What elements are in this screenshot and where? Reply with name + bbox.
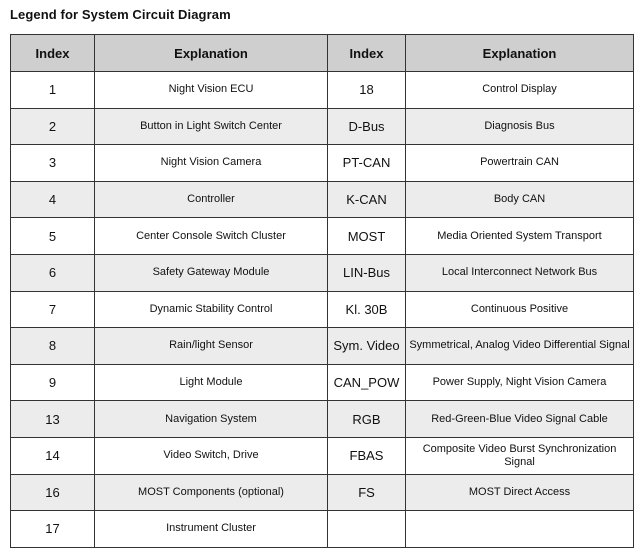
index-cell: 8 <box>11 328 95 365</box>
explanation-2-cell <box>406 511 634 548</box>
explanation-2-cell: Body CAN <box>406 181 634 218</box>
index-2-cell: PT-CAN <box>328 145 406 182</box>
table-row <box>11 474 634 511</box>
explanation-2-cell: Symmetrical, Analog Video Differential Signal <box>406 328 634 365</box>
explanation-cell: Light Module <box>95 364 328 401</box>
legend-body <box>11 72 634 548</box>
index-cell: 4 <box>11 181 95 218</box>
index-2-cell <box>328 511 406 548</box>
explanation-cell: Center Console Switch Cluster <box>95 218 328 255</box>
index-2-cell: MOST <box>328 218 406 255</box>
index-2-cell: FS <box>328 474 406 511</box>
explanation-cell: Night Vision ECU <box>95 72 328 109</box>
table-row <box>11 364 634 401</box>
table-row <box>11 72 634 109</box>
explanation-2-cell: Red-Green-Blue Video Signal Cable <box>406 401 634 438</box>
explanation-cell: Night Vision Camera <box>95 145 328 182</box>
index-2-cell: K-CAN <box>328 181 406 218</box>
index-2-cell: RGB <box>328 401 406 438</box>
explanation-cell: Button in Light Switch Center <box>95 108 328 145</box>
explanation-2-cell: Local Interconnect Network Bus <box>406 254 634 291</box>
table-row <box>11 511 634 548</box>
table-row <box>11 401 634 438</box>
index-cell: 7 <box>11 291 95 328</box>
index-2-cell: CAN_POW <box>328 364 406 401</box>
header-row <box>11 35 634 72</box>
header-explanation: Explanation <box>95 35 328 72</box>
index-cell: 2 <box>11 108 95 145</box>
index-cell: 16 <box>11 474 95 511</box>
explanation-cell: Instrument Cluster <box>95 511 328 548</box>
table-row <box>11 291 634 328</box>
explanation-cell: Dynamic Stability Control <box>95 291 328 328</box>
index-2-cell: Sym. Video <box>328 328 406 365</box>
index-cell: 5 <box>11 218 95 255</box>
explanation-cell: Controller <box>95 181 328 218</box>
index-cell: 17 <box>11 511 95 548</box>
index-2-cell: Kl. 30B <box>328 291 406 328</box>
header-index-2: Index <box>328 35 406 72</box>
index-cell: 9 <box>11 364 95 401</box>
explanation-2-cell: Continuous Positive <box>406 291 634 328</box>
header-index: Index <box>11 35 95 72</box>
explanation-2-cell: Control Display <box>406 72 634 109</box>
table-row <box>11 145 634 182</box>
explanation-cell: MOST Components (optional) <box>95 474 328 511</box>
index-cell: 3 <box>11 145 95 182</box>
table-row <box>11 328 634 365</box>
index-2-cell: 18 <box>328 72 406 109</box>
table-row <box>11 218 634 255</box>
index-2-cell: FBAS <box>328 437 406 474</box>
page-title: Legend for System Circuit Diagram <box>10 7 231 22</box>
index-cell: 13 <box>11 401 95 438</box>
explanation-cell: Rain/light Sensor <box>95 328 328 365</box>
table-row <box>11 181 634 218</box>
table-row <box>11 437 634 474</box>
explanation-2-cell: Media Oriented System Transport <box>406 218 634 255</box>
index-cell: 1 <box>11 72 95 109</box>
table-row <box>11 254 634 291</box>
index-2-cell: LIN-Bus <box>328 254 406 291</box>
explanation-2-cell: Powertrain CAN <box>406 145 634 182</box>
explanation-2-cell: Composite Video Burst Synchronization Signal <box>406 437 634 474</box>
explanation-cell: Safety Gateway Module <box>95 254 328 291</box>
explanation-2-cell: MOST Direct Access <box>406 474 634 511</box>
index-2-cell: D-Bus <box>328 108 406 145</box>
header-explanation-2: Explanation <box>406 35 634 72</box>
explanation-2-cell: Power Supply, Night Vision Camera <box>406 364 634 401</box>
explanation-cell: Video Switch, Drive <box>95 437 328 474</box>
table-row <box>11 108 634 145</box>
legend-table <box>10 34 634 548</box>
index-cell: 14 <box>11 437 95 474</box>
index-cell: 6 <box>11 254 95 291</box>
explanation-2-cell: Diagnosis Bus <box>406 108 634 145</box>
explanation-cell: Navigation System <box>95 401 328 438</box>
